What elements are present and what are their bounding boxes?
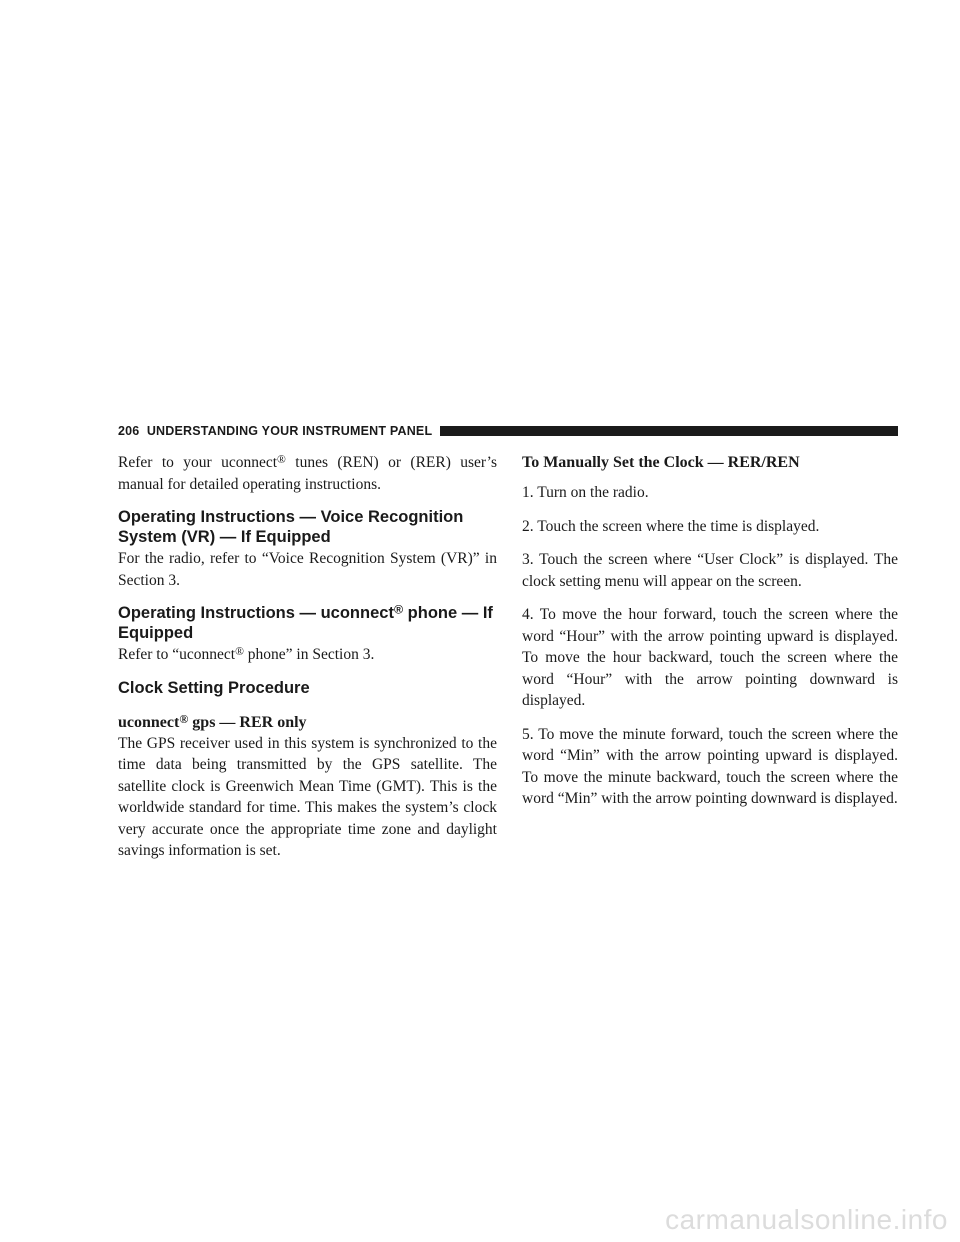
page-header xyxy=(118,423,898,439)
intro-text-a: Refer to your uconnect xyxy=(118,454,278,471)
step-5: 5. To move the minute forward, touch the screen where the word “Min” with the arrow pointing upward is displayed. To move the minute backward, touch the screen where the word “Min” with the arrow pointing downward is displayed. xyxy=(522,725,898,807)
left-column xyxy=(118,452,497,862)
clock-heading: Clock Setting Procedure xyxy=(118,678,310,697)
manual-clock-heading: To Manually Set the Clock — RER/REN xyxy=(522,454,800,471)
right-column xyxy=(522,452,898,810)
vr-heading: Operating Instructions — Voice Recognition System (VR) — If Equipped xyxy=(118,508,464,546)
step-3: 3. Touch the screen where “User Clock” is displayed. The clock setting menu will appear on the screen. xyxy=(522,551,898,590)
page-header-text xyxy=(118,424,432,438)
phone-heading-a: Operating Instructions — uconnect xyxy=(118,604,394,622)
header-rule xyxy=(440,426,898,436)
intro-text-b: tunes (REN) or (RER) user’s manual for detailed operating instructions. xyxy=(118,454,498,493)
registered-mark: ® xyxy=(277,452,286,466)
page-number: 206 xyxy=(118,424,140,438)
registered-mark: ® xyxy=(235,644,244,658)
gps-subheading xyxy=(118,712,497,733)
phone-heading-b: phone — If Equipped xyxy=(118,604,493,642)
gps-subheading-b: gps — RER only xyxy=(192,713,307,731)
phone-text-b: phone” in Section 3. xyxy=(247,646,375,663)
step-2: 2. Touch the screen where the time is displayed. xyxy=(522,517,820,535)
intro-paragraph xyxy=(118,452,497,495)
section-title: UNDERSTANDING YOUR INSTRUMENT PANEL xyxy=(146,424,433,438)
step-1: 1. Turn on the radio. xyxy=(522,484,649,501)
phone-text-a: Refer to “uconnect xyxy=(118,646,236,663)
phone-paragraph xyxy=(118,644,497,666)
gps-subheading-a: uconnect xyxy=(118,713,180,731)
watermark: carmanualsonline.info xyxy=(665,1204,948,1235)
phone-heading xyxy=(118,603,497,643)
gps-paragraph: The GPS receiver used in this system is synchronized to the time data being transmitted by the GPS satellite. The satellite clock is Greenwich Mean Time (GMT). This is the worldwide standard for time. This makes the system’s clock very accurate once the appropriate time zone and daylight savings information is set. xyxy=(118,734,497,859)
registered-mark: ® xyxy=(179,711,189,726)
vr-paragraph: For the radio, refer to “Voice Recognition System (VR)” in Section 3. xyxy=(118,550,497,589)
registered-mark: ® xyxy=(393,602,404,617)
step-4: 4. To move the hour forward, touch the screen where the word “Hour” with the arrow pointing upward is displayed. To move the hour backward, touch the screen where the word “Hour” with the arrow pointing downward is displayed. xyxy=(522,606,898,709)
